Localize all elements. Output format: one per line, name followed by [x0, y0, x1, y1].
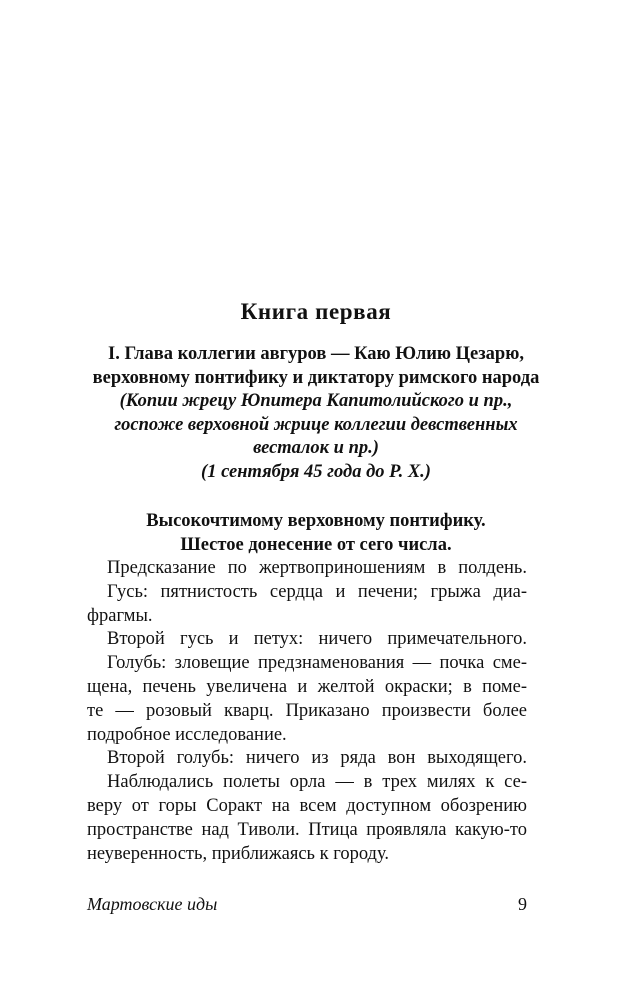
text-line: щена, печень увеличена и желтой окраски; в поме- — [87, 676, 527, 697]
chapter-heading-line: верховному понтифику и диктатору римского народа — [92, 367, 540, 388]
salutation-line: Шестое донесение от сего числа. — [180, 534, 452, 555]
salutation-line: Высокочтимому верховному понтифику. — [146, 511, 486, 531]
text-line: неуверенность, приближаясь к городу. — [87, 843, 389, 864]
chapter-copies-line: (Копии жрецу Юпитера Капитолийского и пр., — [119, 391, 513, 411]
text-line: Второй голубь: ничего из ряда вон выходящего. — [107, 748, 527, 769]
chapter-copies-line: госпоже верховной жрице коллегии девственных — [114, 414, 518, 435]
text-line: подробное исследование. — [87, 724, 287, 745]
letter-salutation — [76, 510, 556, 557]
chapter-heading-line: I. Глава коллегии авгуров — Каю Юлию Цезарю, — [108, 344, 524, 364]
text-line: Предсказание по жертвоприношениям в полдень. — [107, 558, 527, 578]
body-text — [87, 557, 527, 866]
page-number: 9 — [518, 894, 527, 914]
text-line: пространстве над Тиволи. Птица проявляла какую-то — [87, 819, 527, 840]
text-line: веру от горы Соракт на всем доступном обозрению — [87, 795, 527, 816]
chapter-date-line: (1 сентября 45 года до Р. Х.) — [201, 461, 431, 482]
text-line: те — розовый кварц. Приказано произвести более — [87, 700, 527, 721]
book-title: Книга первая — [240, 299, 392, 324]
running-footer-title: Мартовские иды — [87, 894, 218, 914]
chapter-copies-line: весталок и пр.) — [253, 438, 379, 458]
text-line: Второй гусь и петух: ничего примечательного. — [107, 629, 527, 650]
text-line: Гусь: пятнистость сердца и печени; грыжа диа- — [107, 581, 527, 602]
text-line: Наблюдались полеты орла — в трех милях к се- — [107, 772, 527, 793]
text-line: Голубь: зловещие предзнаменования — почка сме- — [107, 653, 527, 674]
text-line: фрагмы. — [87, 605, 153, 626]
chapter-heading — [76, 343, 556, 484]
